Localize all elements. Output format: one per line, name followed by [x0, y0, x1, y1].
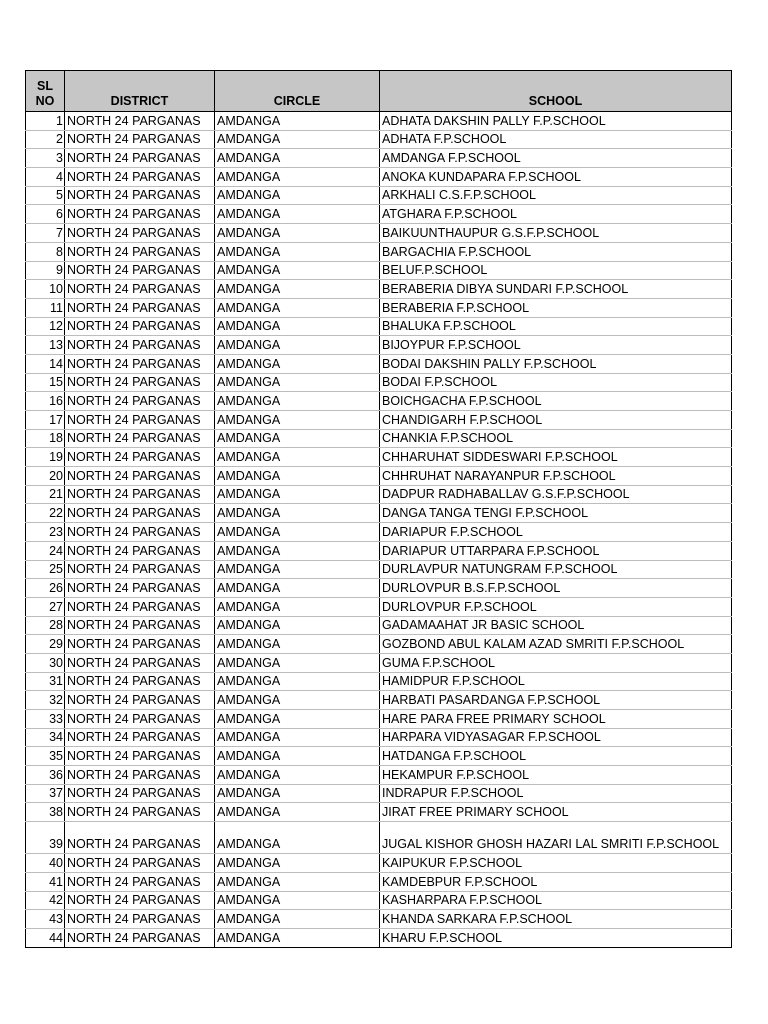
- circle-cell: AMDANGA: [215, 728, 380, 747]
- school-cell: GOZBOND ABUL KALAM AZAD SMRITI F.P.SCHOOL: [380, 635, 732, 654]
- sl-cell: 19: [26, 448, 65, 467]
- district-cell: NORTH 24 PARGANAS: [65, 205, 215, 224]
- sl-cell: 15: [26, 373, 65, 392]
- sl-cell: 1: [26, 112, 65, 131]
- circle-cell: AMDANGA: [215, 261, 380, 280]
- table-row: [26, 149, 732, 168]
- school-cell: ADHATA DAKSHIN PALLY F.P.SCHOOL: [380, 112, 732, 131]
- table-row: [26, 891, 732, 910]
- table-row: [26, 485, 732, 504]
- sl-cell: 29: [26, 635, 65, 654]
- school-cell: DARIAPUR F.P.SCHOOL: [380, 523, 732, 542]
- sl-cell: 6: [26, 205, 65, 224]
- sl-cell: 10: [26, 280, 65, 299]
- table-row: [26, 112, 732, 131]
- circle-cell: AMDANGA: [215, 653, 380, 672]
- school-cell: HARBATI PASARDANGA F.P.SCHOOL: [380, 691, 732, 710]
- circle-cell: AMDANGA: [215, 168, 380, 187]
- school-cell: KAMDEBPUR F.P.SCHOOL: [380, 872, 732, 891]
- school-cell: KASHARPARA F.P.SCHOOL: [380, 891, 732, 910]
- sl-cell: 43: [26, 910, 65, 929]
- district-cell: NORTH 24 PARGANAS: [65, 928, 215, 947]
- table-row: [26, 130, 732, 149]
- district-cell: NORTH 24 PARGANAS: [65, 672, 215, 691]
- school-cell: DURLOVPUR F.P.SCHOOL: [380, 597, 732, 616]
- circle-cell: AMDANGA: [215, 910, 380, 929]
- district-cell: NORTH 24 PARGANAS: [65, 354, 215, 373]
- district-cell: NORTH 24 PARGANAS: [65, 910, 215, 929]
- school-cell: CHHARUHAT SIDDESWARI F.P.SCHOOL: [380, 448, 732, 467]
- school-cell: BOICHGACHA F.P.SCHOOL: [380, 392, 732, 411]
- table-row: [26, 710, 732, 729]
- district-cell: NORTH 24 PARGANAS: [65, 485, 215, 504]
- circle-cell: AMDANGA: [215, 766, 380, 785]
- district-cell: NORTH 24 PARGANAS: [65, 168, 215, 187]
- circle-cell: AMDANGA: [215, 336, 380, 355]
- table-row: [26, 822, 732, 854]
- table-row: [26, 224, 732, 243]
- circle-cell: AMDANGA: [215, 448, 380, 467]
- circle-cell: AMDANGA: [215, 467, 380, 486]
- header-district: DISTRICT: [65, 71, 215, 112]
- table-row: [26, 784, 732, 803]
- circle-cell: AMDANGA: [215, 579, 380, 598]
- circle-cell: AMDANGA: [215, 784, 380, 803]
- table-row: [26, 541, 732, 560]
- district-cell: NORTH 24 PARGANAS: [65, 784, 215, 803]
- table-row: [26, 728, 732, 747]
- school-cell: BIJOYPUR F.P.SCHOOL: [380, 336, 732, 355]
- school-cell: BERABERIA F.P.SCHOOL: [380, 298, 732, 317]
- school-cell: ATGHARA F.P.SCHOOL: [380, 205, 732, 224]
- sl-cell: 11: [26, 298, 65, 317]
- table-row: [26, 910, 732, 929]
- school-cell: GADAMAAHAT JR BASIC SCHOOL: [380, 616, 732, 635]
- header-no: NO: [35, 94, 55, 108]
- sl-cell: 34: [26, 728, 65, 747]
- district-cell: NORTH 24 PARGANAS: [65, 597, 215, 616]
- school-cell: HARE PARA FREE PRIMARY SCHOOL: [380, 710, 732, 729]
- circle-cell: AMDANGA: [215, 130, 380, 149]
- table-row: [26, 261, 732, 280]
- school-cell: BHALUKA F.P.SCHOOL: [380, 317, 732, 336]
- district-cell: NORTH 24 PARGANAS: [65, 523, 215, 542]
- sl-cell: 12: [26, 317, 65, 336]
- table-row: [26, 280, 732, 299]
- district-cell: NORTH 24 PARGANAS: [65, 710, 215, 729]
- sl-cell: 16: [26, 392, 65, 411]
- school-cell: KHARU F.P.SCHOOL: [380, 928, 732, 947]
- school-cell: DANGA TANGA TENGI F.P.SCHOOL: [380, 504, 732, 523]
- circle-cell: AMDANGA: [215, 411, 380, 430]
- table-row: [26, 523, 732, 542]
- table-row: [26, 373, 732, 392]
- table-row: [26, 579, 732, 598]
- sl-cell: 14: [26, 354, 65, 373]
- district-cell: NORTH 24 PARGANAS: [65, 298, 215, 317]
- sl-cell: 25: [26, 560, 65, 579]
- sl-cell: 31: [26, 672, 65, 691]
- circle-cell: AMDANGA: [215, 242, 380, 261]
- school-cell: BERABERIA DIBYA SUNDARI F.P.SCHOOL: [380, 280, 732, 299]
- sl-cell: 2: [26, 130, 65, 149]
- table-row: [26, 298, 732, 317]
- sl-cell: 42: [26, 891, 65, 910]
- sl-cell: 40: [26, 854, 65, 873]
- district-cell: NORTH 24 PARGANAS: [65, 854, 215, 873]
- school-cell: CHANDIGARH F.P.SCHOOL: [380, 411, 732, 430]
- school-cell: HATDANGA F.P.SCHOOL: [380, 747, 732, 766]
- district-cell: NORTH 24 PARGANAS: [65, 541, 215, 560]
- table-header: [26, 71, 732, 112]
- district-cell: NORTH 24 PARGANAS: [65, 392, 215, 411]
- school-cell: BODAI F.P.SCHOOL: [380, 373, 732, 392]
- sl-cell: 39: [26, 822, 65, 854]
- circle-cell: AMDANGA: [215, 317, 380, 336]
- sl-cell: 22: [26, 504, 65, 523]
- circle-cell: AMDANGA: [215, 280, 380, 299]
- school-cell: GUMA F.P.SCHOOL: [380, 653, 732, 672]
- district-cell: NORTH 24 PARGANAS: [65, 635, 215, 654]
- table-row: [26, 854, 732, 873]
- sl-cell: 27: [26, 597, 65, 616]
- district-cell: NORTH 24 PARGANAS: [65, 504, 215, 523]
- circle-cell: AMDANGA: [215, 149, 380, 168]
- school-cell: BODAI DAKSHIN PALLY F.P.SCHOOL: [380, 354, 732, 373]
- circle-cell: AMDANGA: [215, 429, 380, 448]
- sl-cell: 21: [26, 485, 65, 504]
- district-cell: NORTH 24 PARGANAS: [65, 411, 215, 430]
- table-row: [26, 411, 732, 430]
- sl-cell: 35: [26, 747, 65, 766]
- school-cell: DADPUR RADHABALLAV G.S.F.P.SCHOOL: [380, 485, 732, 504]
- district-cell: NORTH 24 PARGANAS: [65, 579, 215, 598]
- circle-cell: AMDANGA: [215, 691, 380, 710]
- district-cell: NORTH 24 PARGANAS: [65, 242, 215, 261]
- table-row: [26, 691, 732, 710]
- sl-cell: 3: [26, 149, 65, 168]
- circle-cell: AMDANGA: [215, 672, 380, 691]
- school-cell: KHANDA SARKARA F.P.SCHOOL: [380, 910, 732, 929]
- district-cell: NORTH 24 PARGANAS: [65, 872, 215, 891]
- district-cell: NORTH 24 PARGANAS: [65, 467, 215, 486]
- header-school: SCHOOL: [380, 71, 732, 112]
- table-row: [26, 616, 732, 635]
- table-row: [26, 336, 732, 355]
- school-cell: KAIPUKUR F.P.SCHOOL: [380, 854, 732, 873]
- district-cell: NORTH 24 PARGANAS: [65, 616, 215, 635]
- district-cell: NORTH 24 PARGANAS: [65, 224, 215, 243]
- table-row: [26, 635, 732, 654]
- district-cell: NORTH 24 PARGANAS: [65, 112, 215, 131]
- circle-cell: AMDANGA: [215, 928, 380, 947]
- district-cell: NORTH 24 PARGANAS: [65, 317, 215, 336]
- circle-cell: AMDANGA: [215, 854, 380, 873]
- district-cell: NORTH 24 PARGANAS: [65, 280, 215, 299]
- table-row: [26, 672, 732, 691]
- district-cell: NORTH 24 PARGANAS: [65, 747, 215, 766]
- sl-cell: 36: [26, 766, 65, 785]
- district-cell: NORTH 24 PARGANAS: [65, 448, 215, 467]
- circle-cell: AMDANGA: [215, 710, 380, 729]
- circle-cell: AMDANGA: [215, 872, 380, 891]
- table-row: [26, 928, 732, 947]
- sl-cell: 23: [26, 523, 65, 542]
- table-body: [26, 112, 732, 948]
- school-cell: ARKHALI C.S.F.P.SCHOOL: [380, 186, 732, 205]
- school-cell: AMDANGA F.P.SCHOOL: [380, 149, 732, 168]
- sl-cell: 33: [26, 710, 65, 729]
- sl-cell: 44: [26, 928, 65, 947]
- school-cell: BELUF.P.SCHOOL: [380, 261, 732, 280]
- circle-cell: AMDANGA: [215, 112, 380, 131]
- circle-cell: AMDANGA: [215, 392, 380, 411]
- circle-cell: AMDANGA: [215, 560, 380, 579]
- school-cell: CHANKIA F.P.SCHOOL: [380, 429, 732, 448]
- sl-cell: 28: [26, 616, 65, 635]
- district-cell: NORTH 24 PARGANAS: [65, 891, 215, 910]
- school-cell: ADHATA F.P.SCHOOL: [380, 130, 732, 149]
- table-row: [26, 504, 732, 523]
- school-cell: DARIAPUR UTTARPARA F.P.SCHOOL: [380, 541, 732, 560]
- school-cell: CHHRUHAT NARAYANPUR F.P.SCHOOL: [380, 467, 732, 486]
- district-cell: NORTH 24 PARGANAS: [65, 728, 215, 747]
- circle-cell: AMDANGA: [215, 616, 380, 635]
- sl-cell: 24: [26, 541, 65, 560]
- school-cell: BAIKUUNTHAUPUR G.S.F.P.SCHOOL: [380, 224, 732, 243]
- district-cell: NORTH 24 PARGANAS: [65, 822, 215, 854]
- district-cell: NORTH 24 PARGANAS: [65, 653, 215, 672]
- school-cell: HARPARA VIDYASAGAR F.P.SCHOOL: [380, 728, 732, 747]
- school-cell: HEKAMPUR F.P.SCHOOL: [380, 766, 732, 785]
- district-cell: NORTH 24 PARGANAS: [65, 336, 215, 355]
- table-row: [26, 597, 732, 616]
- header-circle: CIRCLE: [215, 71, 380, 112]
- district-cell: NORTH 24 PARGANAS: [65, 130, 215, 149]
- table-row: [26, 653, 732, 672]
- circle-cell: AMDANGA: [215, 541, 380, 560]
- table-row: [26, 448, 732, 467]
- circle-cell: AMDANGA: [215, 504, 380, 523]
- header-row: [26, 71, 732, 112]
- sl-cell: 32: [26, 691, 65, 710]
- table-row: [26, 467, 732, 486]
- district-cell: NORTH 24 PARGANAS: [65, 186, 215, 205]
- school-list-table: [25, 70, 732, 948]
- sl-cell: 4: [26, 168, 65, 187]
- school-cell: INDRAPUR F.P.SCHOOL: [380, 784, 732, 803]
- circle-cell: AMDANGA: [215, 803, 380, 822]
- header-sl-no: [26, 71, 65, 112]
- table-row: [26, 168, 732, 187]
- sl-cell: 37: [26, 784, 65, 803]
- school-cell: HAMIDPUR F.P.SCHOOL: [380, 672, 732, 691]
- district-cell: NORTH 24 PARGANAS: [65, 691, 215, 710]
- sl-cell: 41: [26, 872, 65, 891]
- sl-cell: 30: [26, 653, 65, 672]
- circle-cell: AMDANGA: [215, 597, 380, 616]
- sl-cell: 38: [26, 803, 65, 822]
- sl-cell: 17: [26, 411, 65, 430]
- district-cell: NORTH 24 PARGANAS: [65, 766, 215, 785]
- circle-cell: AMDANGA: [215, 747, 380, 766]
- circle-cell: AMDANGA: [215, 635, 380, 654]
- header-sl: SL: [37, 79, 53, 93]
- table-row: [26, 803, 732, 822]
- circle-cell: AMDANGA: [215, 485, 380, 504]
- circle-cell: AMDANGA: [215, 373, 380, 392]
- table-row: [26, 186, 732, 205]
- school-cell: JUGAL KISHOR GHOSH HAZARI LAL SMRITI F.P.SCHOOL: [380, 822, 732, 854]
- table-row: [26, 872, 732, 891]
- circle-cell: AMDANGA: [215, 298, 380, 317]
- circle-cell: AMDANGA: [215, 224, 380, 243]
- circle-cell: AMDANGA: [215, 354, 380, 373]
- sl-cell: 13: [26, 336, 65, 355]
- circle-cell: AMDANGA: [215, 205, 380, 224]
- sl-cell: 7: [26, 224, 65, 243]
- school-cell: JIRAT FREE PRIMARY SCHOOL: [380, 803, 732, 822]
- district-cell: NORTH 24 PARGANAS: [65, 560, 215, 579]
- sl-cell: 5: [26, 186, 65, 205]
- circle-cell: AMDANGA: [215, 822, 380, 854]
- table-row: [26, 205, 732, 224]
- table-row: [26, 747, 732, 766]
- circle-cell: AMDANGA: [215, 891, 380, 910]
- table-row: [26, 560, 732, 579]
- circle-cell: AMDANGA: [215, 186, 380, 205]
- district-cell: NORTH 24 PARGANAS: [65, 429, 215, 448]
- table-row: [26, 354, 732, 373]
- table-row: [26, 429, 732, 448]
- district-cell: NORTH 24 PARGANAS: [65, 373, 215, 392]
- table-row: [26, 242, 732, 261]
- school-cell: ANOKA KUNDAPARA F.P.SCHOOL: [380, 168, 732, 187]
- school-cell: DURLAVPUR NATUNGRAM F.P.SCHOOL: [380, 560, 732, 579]
- circle-cell: AMDANGA: [215, 523, 380, 542]
- sl-cell: 18: [26, 429, 65, 448]
- district-cell: NORTH 24 PARGANAS: [65, 149, 215, 168]
- table-row: [26, 766, 732, 785]
- table-row: [26, 392, 732, 411]
- district-cell: NORTH 24 PARGANAS: [65, 803, 215, 822]
- school-cell: BARGACHIA F.P.SCHOOL: [380, 242, 732, 261]
- school-cell: DURLOVPUR B.S.F.P.SCHOOL: [380, 579, 732, 598]
- district-cell: NORTH 24 PARGANAS: [65, 261, 215, 280]
- sl-cell: 20: [26, 467, 65, 486]
- sl-cell: 26: [26, 579, 65, 598]
- sl-cell: 8: [26, 242, 65, 261]
- sl-cell: 9: [26, 261, 65, 280]
- table-row: [26, 317, 732, 336]
